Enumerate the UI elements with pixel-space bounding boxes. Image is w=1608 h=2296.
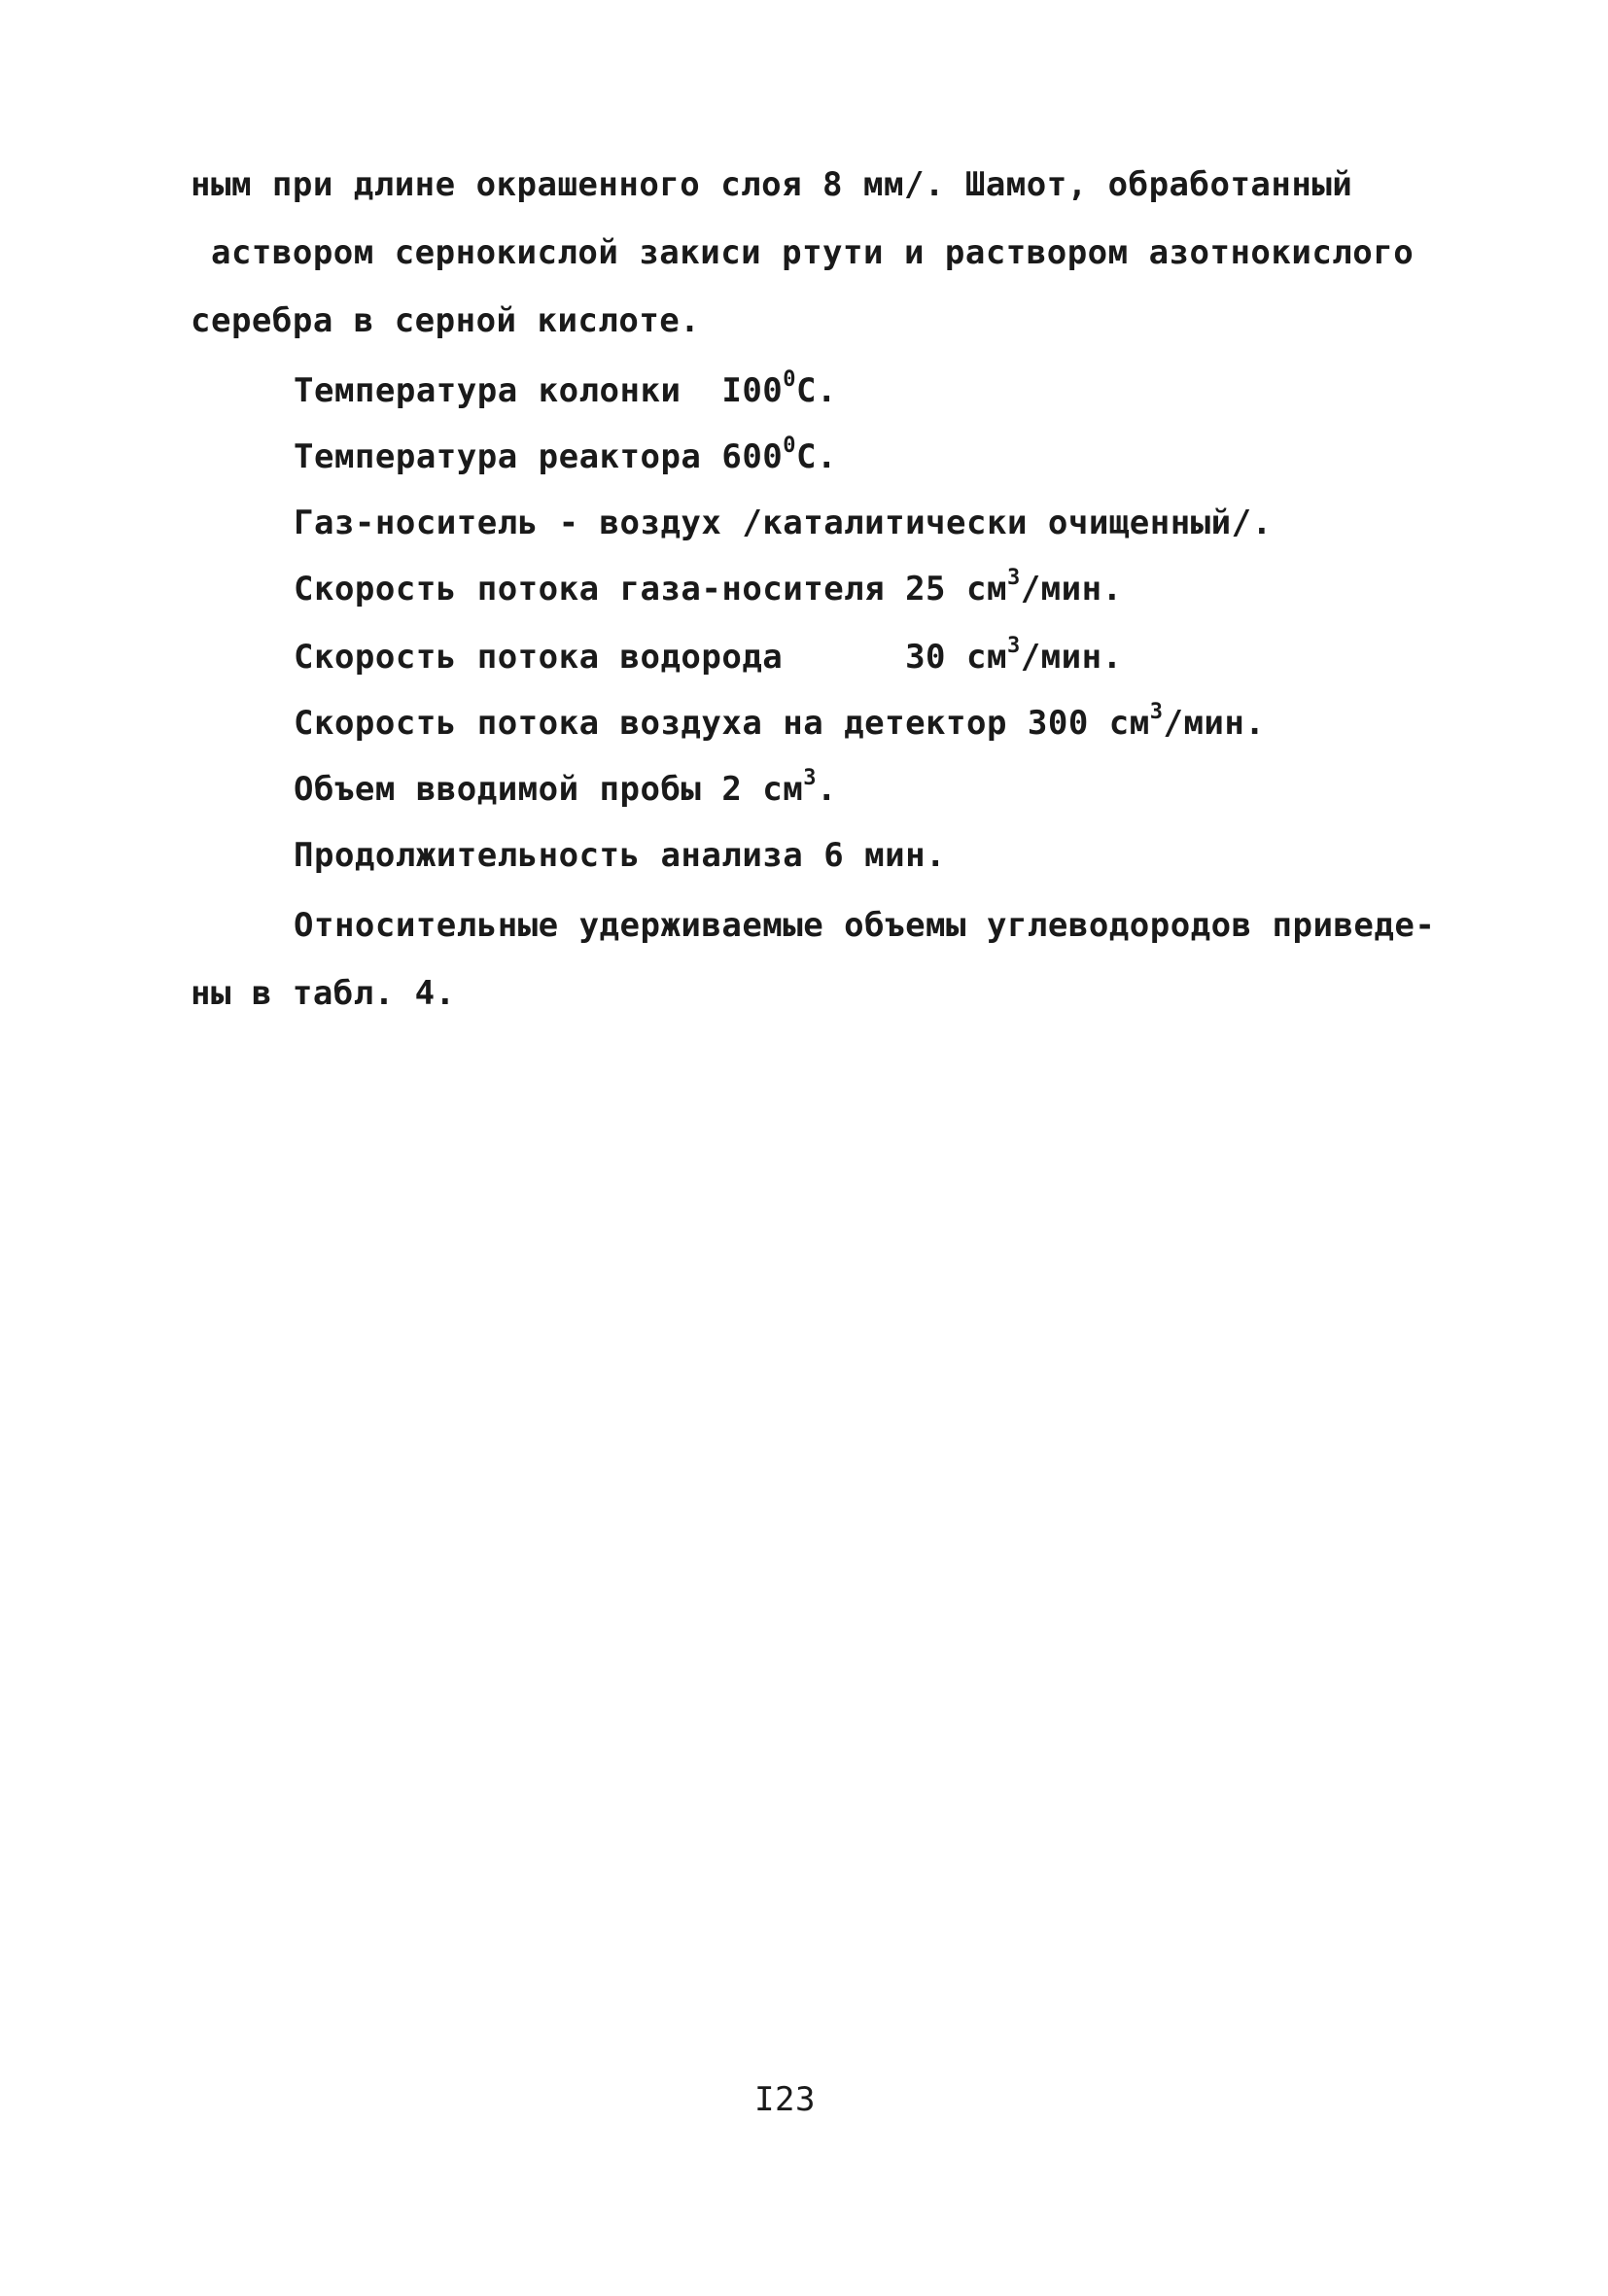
param-analysis-duration: Продолжительность анализа 6 мин. <box>294 836 947 875</box>
param-air-flow: Скорость потока воздуха на детектор 300 $см^3$/мин. <box>294 699 1266 743</box>
param-reactor-temperature: Температура реактора $600^0С$. <box>294 433 837 476</box>
param-carrier-gas: Газ-носитель - воздух /каталитически очищенный/. <box>294 504 1273 542</box>
param-hydrogen-flow: Скорость потока водорода 30 $см^3$/мин. <box>294 633 1123 677</box>
text-line-1: ным при длине окрашенного слоя 8 мм/. Шамот, обработанный <box>191 165 1353 204</box>
param-column-temperature: Температура колонки $I00^0С$. <box>294 366 837 410</box>
closing-line-1: Относительные удерживаемые объемы углеводородов приведе- <box>294 906 1436 945</box>
param-sample-volume: Объем вводимой пробы 2 $см^3$. <box>294 765 837 809</box>
param-carrier-gas-flow: Скорость потока газа-носителя 25 $см^3$/мин. <box>294 565 1123 609</box>
text-line-2: аствором сернокислой закиси ртути и раствором азотнокислого <box>191 233 1415 272</box>
text-line-3: серебра в серной кислоте. <box>191 301 701 340</box>
page-number: I23 <box>754 2080 816 2119</box>
closing-line-2: ны в табл. 4. <box>191 974 456 1013</box>
